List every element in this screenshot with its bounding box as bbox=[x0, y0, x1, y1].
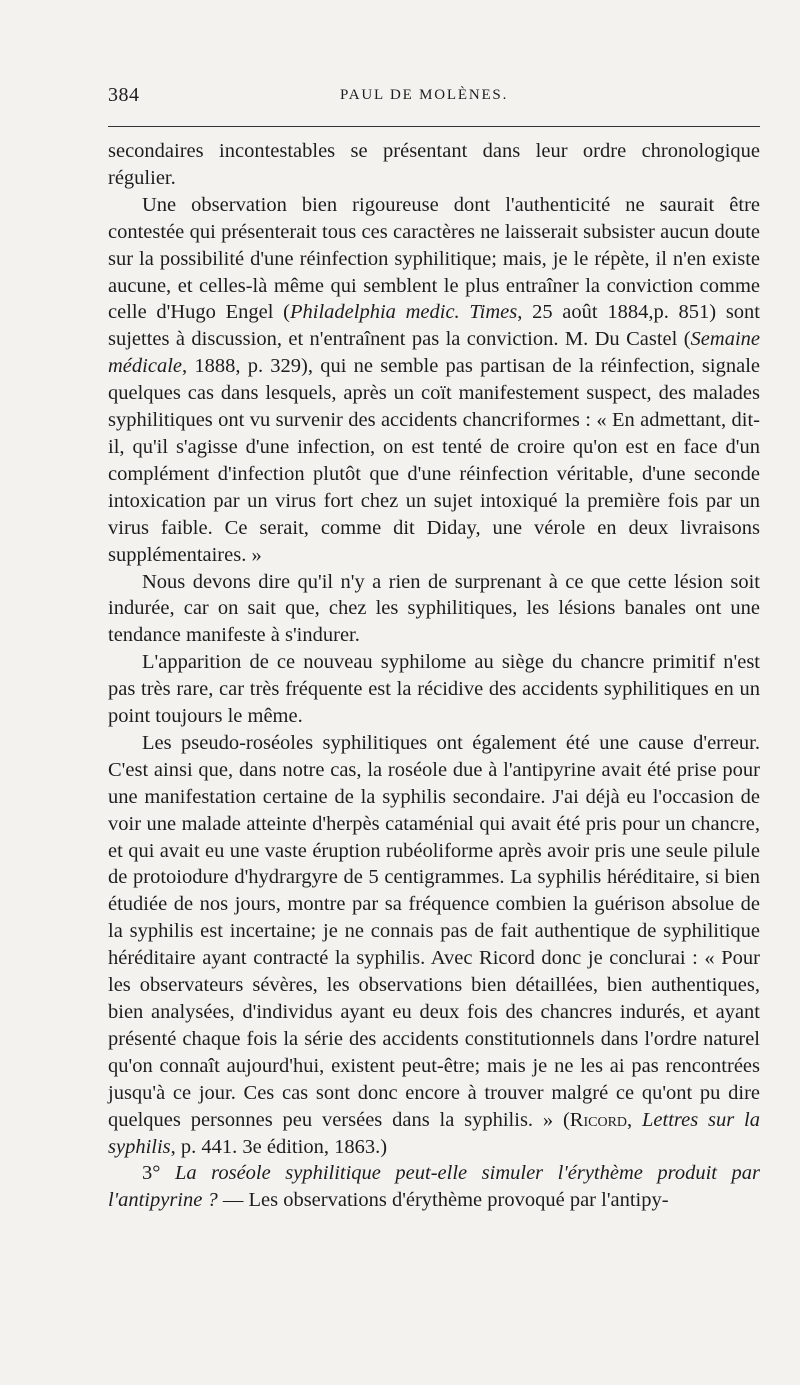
paragraph-text: , p. 441. 3e édition, 1863.) bbox=[170, 1135, 388, 1158]
section-number: 3° bbox=[142, 1162, 175, 1185]
paragraph-text: — Les observations d'érythème provoqué par l'antipy- bbox=[217, 1189, 669, 1212]
paragraph-text: Les pseudo-roséoles syphilitiques ont également été une cause d'erreur. C'est ainsi que, dans notre cas, la roséole due à l'antipyrine avait été prise pour une manifestation certaine de la syphilis secondaire. J'ai déjà eu l'occasion de voir une malade atteinte d'herpès cataménial qui avait été pris pour un chancre, et qui avait eu une vaste éruption rubéoliforme après avoir pris une seule pilule de protoiodure d'hydrargyre de 5 centigrammes. La syphilis héréditaire, si bien étudiée de nos jours, montre par sa fréquence combien la guérison absolue de la syphilis est incertaine; je ne connais pas de fait authentique de syphilitique héréditaire ayant contracté la syphilis. Avec Ricord donc je conclurai : « Pour les observateurs sévères, les observations bien détaillées, bien authentiques, bien analysées, d'individus ayant eu deux fois des chancres indurés, et ayant présenté chaque fois la série des accidents constitutionnels dans l'ordre naturel qu'on connaît aujourd'hui, existent peut-être; mais je ne les ai pas rencontrées jusqu'à ce jour. Ces cas sont donc encore à trouver malgré ce qu'ont pu dire quelques personnes peu versées dans la syphilis. » ( bbox=[108, 731, 760, 1131]
paragraph-induration bbox=[108, 569, 760, 650]
paragraph-text: L'apparition de ce nouveau syphilome au siège du chancre primitif n'est pas très rare, car très fréquente est la récidive des accidents syphilitiques en un point toujours le même. bbox=[108, 651, 760, 728]
section-heading: La roséole syphilitique peut-elle simuler l'érythème produit par l'antipyrine ? bbox=[108, 1162, 760, 1212]
citation-book: Lettres sur la syphilis bbox=[108, 1108, 760, 1158]
paragraph-continuation bbox=[108, 138, 760, 192]
paragraph-text: , 25 août 1884,p. 851) sont sujettes à discussion, et n'entraînent pas la conviction. M. Du Castel ( bbox=[108, 301, 760, 351]
paragraph-pseudo-roseoles bbox=[108, 730, 760, 1161]
body-text bbox=[108, 138, 760, 1214]
paragraph-syphilome bbox=[108, 649, 760, 730]
citation-journal: Philadelphia medic. Times bbox=[289, 301, 518, 324]
running-head: PAUL DE MOLÈNES. bbox=[340, 87, 509, 103]
header-rule bbox=[108, 126, 760, 127]
paragraph-reinfection bbox=[108, 192, 760, 569]
paragraph-section-3 bbox=[108, 1160, 760, 1214]
author-name: Ricord bbox=[569, 1108, 628, 1131]
paragraph-text: , bbox=[627, 1108, 642, 1131]
paragraph-text: Nous devons dire qu'il n'y a rien de surprenant à ce que cette lésion soit indurée, car on sait que, chez les syphilitiques, les lésions banales ont une tendance manifeste à s'indurer. bbox=[108, 570, 760, 647]
paragraph-text: , 1888, p. 329), qui ne semble pas partisan de la réinfection, signale quelques cas dans lesquels, après un coït manifestement suspect, des malades syphilitiques ont vu survenir des accidents chancriformes : « En admettant, dit-il, qu'il s'agisse d'une infection, on est tenté de croire qu'on est en face d'un complément d'infection plutôt que d'une réinfection véritable, d'une seconde intoxication par un virus fort chez un sujet intoxiqué la première fois par un virus faible. Ce serait, comme dit Diday, une vérole en deux livraisons supplémentaires. » bbox=[108, 355, 760, 566]
citation-journal: Semaine médicale bbox=[108, 328, 760, 378]
paragraph-text: Une observation bien rigoureuse dont l'authenticité ne saurait être contestée qui présenterait tous ces caractères ne laisserait subsister aucun doute sur la possibilité d'une réinfection syphilitique; mais, je le répète, il n'en existe aucune, et celles-là même qui semblent le plus entraîner la conviction comme celle d'Hugo Engel ( bbox=[108, 193, 760, 324]
page-number: 384 bbox=[108, 84, 140, 106]
page-header bbox=[108, 84, 760, 108]
paragraph-text: secondaires incontestables se présentant dans leur ordre chronologique régulier. bbox=[108, 140, 760, 189]
